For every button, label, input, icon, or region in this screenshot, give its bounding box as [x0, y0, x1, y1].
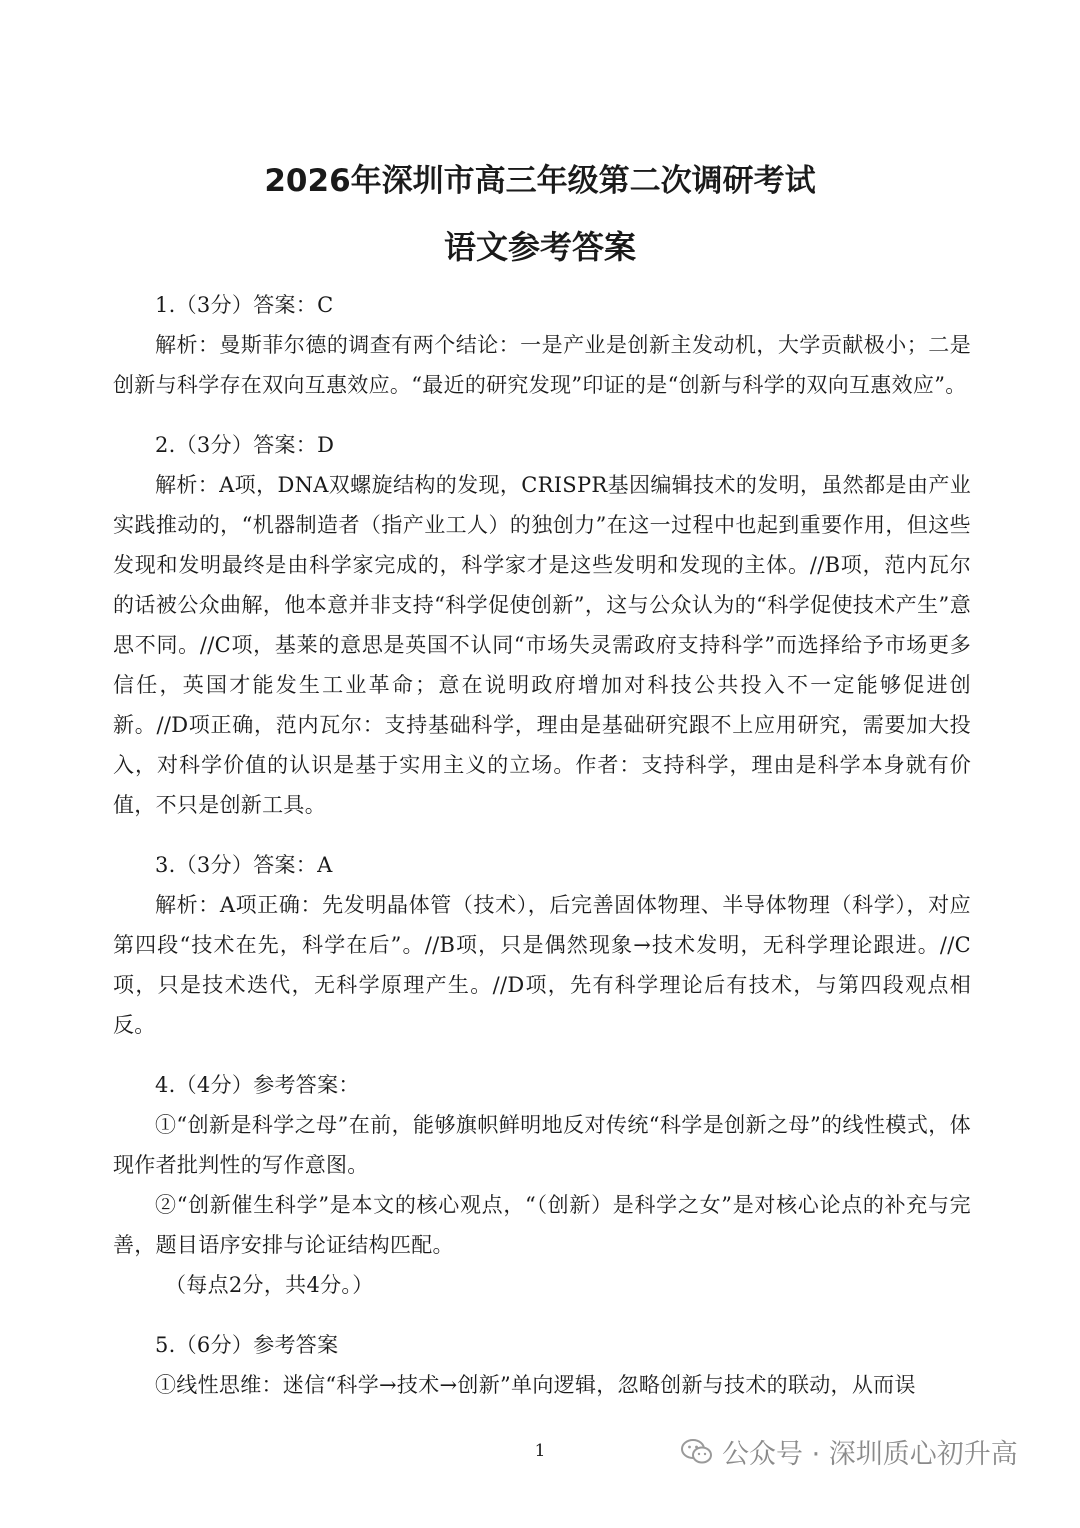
watermark-text: 公众号 · 深圳质心初升高: [722, 1439, 1018, 1470]
question-2-head: 2.（3分）答案：D: [155, 433, 335, 457]
page-number: 1: [534, 1441, 546, 1461]
question-1-head: 1.（3分）答案：C: [155, 293, 334, 317]
question-1-analysis: 解析：曼斯菲尔德的调查有两个结论：一是产业是创新主发动机，大学贡献极小；二是创新与科学存在双向互惠效应。“最近的研究发现”印证的是“创新与科学的双向互惠效应”。: [113, 333, 971, 397]
question-1: [113, 285, 971, 405]
question-3-analysis: 解析：A项正确：先发明晶体管（技术），后完善固体物理、半导体物理（科学），对应第四段“技术在先，科学在后”。//B项，只是偶然现象→技术发明，无科学理论跟进。//C项，只是技术迭代，无科学原理产生。//D项，先有科学理论后有技术，与第四段观点相反。: [113, 893, 971, 1037]
question-5: [113, 1325, 971, 1405]
exam-title: 2026年深圳市高三年级第二次调研考试: [264, 163, 816, 199]
question-4-point-1: ①“创新是科学之母”在前，能够旗帜鲜明地反对传统“科学是创新之母”的线性模式，体现作者批判性的写作意图。: [113, 1113, 971, 1177]
wechat-icon: [680, 1437, 714, 1467]
question-5-head: 5.（6分）参考答案: [155, 1333, 339, 1357]
watermark: [680, 1432, 1018, 1471]
question-5-point-1: ①线性思维：迷信“科学→技术→创新”单向逻辑，忽略创新与技术的联动，从而误: [155, 1373, 916, 1397]
answer-key-title: 语文参考答案: [443, 228, 636, 266]
question-4: [113, 1065, 971, 1305]
question-3-head: 3.（3分）答案：A: [155, 853, 333, 877]
answer-content: [113, 285, 971, 1425]
question-2-analysis: 解析：A项，DNA双螺旋结构的发现，CRISPR基因编辑技术的发明，虽然都是由产业实践推动的，“机器制造者（指产业工人）的独创力”在这一过程中也起到重要作用，但这些发现和发明最终是由科学家完成的，科学家才是这些发明和发现的主体。//B项，范内瓦尔的话被公众曲解，他本意并非支持“科学促使创新”，这与公众认为的“科学促使技术产生”意思不同。//C项，基莱的意思是英国不认同“市场失灵需政府支持科学”而选择给予市场更多信任，英国才能发生工业革命；意在说明政府增加对科技公共投入不一定能够促进创新。//D项正确，范内瓦尔：支持基础科学，理由是基础研究跟不上应用研究，需要加大投入，对科学价值的认识是基于实用主义的立场。作者：支持科学，理由是科学本身就有价值，不只是创新工具。: [113, 473, 971, 817]
question-4-point-2: ②“创新催生科学”是本文的核心观点，“（创新）是科学之女”是对核心论点的补充与完善，题目语序安排与论证结构匹配。: [113, 1193, 971, 1257]
question-4-scoring-note: （每点2分，共4分。）: [165, 1273, 374, 1297]
question-3: [113, 845, 971, 1045]
question-2: [113, 425, 971, 825]
question-4-head: 4.（4分）参考答案：: [155, 1073, 360, 1097]
